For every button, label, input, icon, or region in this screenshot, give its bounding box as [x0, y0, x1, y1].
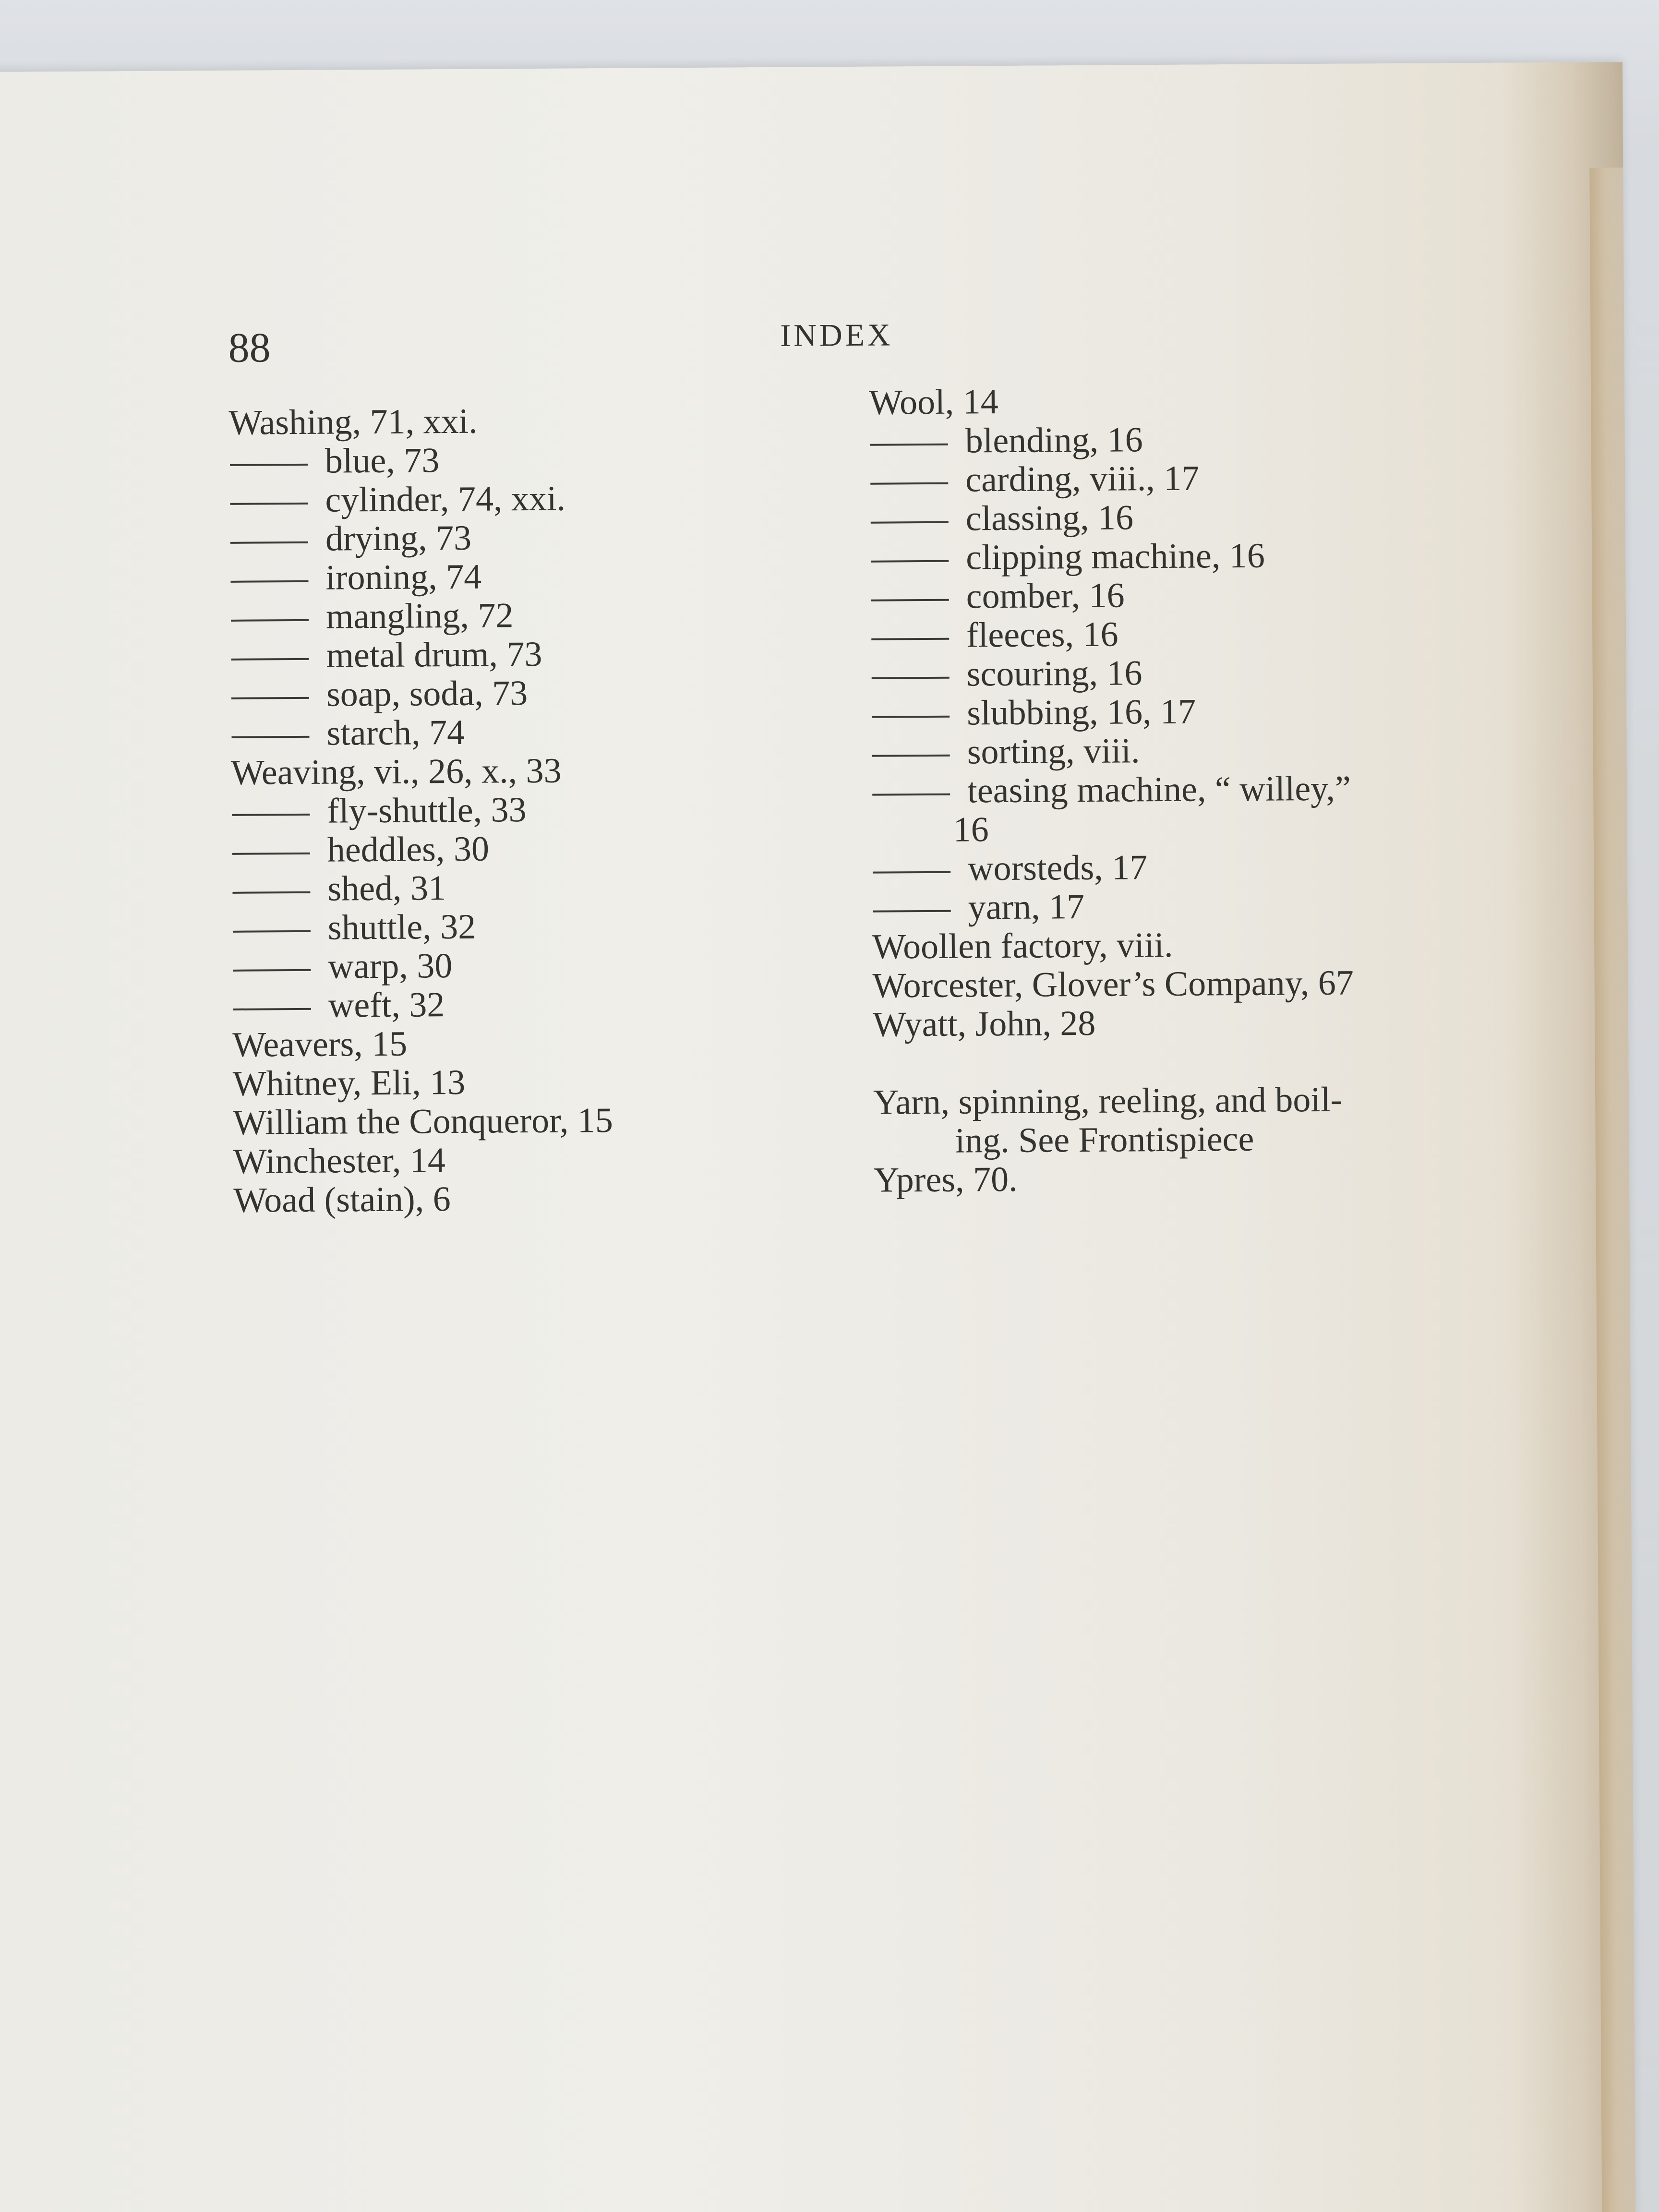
index-column-right — [869, 380, 1498, 1200]
index-subentry: clipping machine, 16 — [870, 535, 1494, 578]
book-page — [0, 62, 1636, 2212]
index-spacer — [873, 1041, 1497, 1083]
running-head: INDEX — [780, 317, 893, 353]
index-entry: Yarn, spinning, reeling, and boil- — [873, 1080, 1343, 1122]
index-column-left — [228, 400, 857, 1220]
index-subentry: metal drum, 73 — [230, 633, 854, 676]
index-subentry: ironing, 74 — [229, 555, 854, 598]
index-subentry: fly-shuttle, 33 — [231, 789, 855, 831]
book-spine-edge — [1589, 168, 1636, 2212]
index-entry: Worcester, Glover’s Company, 67 — [872, 963, 1354, 1006]
index-subentry: drying, 73 — [229, 517, 854, 559]
index-subentry: shed, 31 — [231, 866, 855, 909]
index-entry: Ypres, 70. — [873, 1159, 1018, 1200]
index-entry-continuation: 16 — [953, 810, 989, 850]
index-subentry: scouring, 16 — [870, 652, 1494, 695]
index-entry: Whitney, Eli, 13 — [232, 1062, 466, 1104]
index-subentry: fleeces, 16 — [870, 613, 1494, 656]
index-subentry: yarn, 17 — [872, 885, 1496, 928]
index-subentry: slubbing, 16, 17 — [871, 691, 1495, 733]
index-subentry: worsteds, 17 — [872, 846, 1496, 889]
index-subentry: teasing machine, “ willey,” — [871, 769, 1495, 811]
index-entry: Weaving, vi., 26, x., 33 — [230, 751, 562, 793]
index-entry: Winchester, 14 — [233, 1141, 446, 1181]
index-subentry: warp, 30 — [232, 944, 856, 987]
index-subentry: starch, 74 — [230, 711, 854, 754]
index-subentry: cylinder, 74, xxi. — [229, 478, 853, 520]
index-entry: Woollen factory, viii. — [872, 925, 1173, 967]
index-entry: Wool, 14 — [868, 382, 998, 422]
index-subentry: comber, 16 — [870, 574, 1494, 617]
index-subentry: mangling, 72 — [230, 594, 854, 637]
index-subentry: sorting, viii. — [871, 730, 1495, 772]
index-subentry: blue, 73 — [229, 439, 853, 481]
index-entry: William the Conqueror, 15 — [233, 1100, 613, 1142]
index-entry-continuation: ing. See Frontispiece — [955, 1119, 1254, 1161]
index-entry: Wyatt, John, 28 — [872, 1003, 1096, 1045]
index-entry: Weavers, 15 — [232, 1024, 408, 1065]
index-subentry: weft, 32 — [232, 983, 856, 1026]
index-subentry: shuttle, 32 — [232, 905, 856, 948]
index-subentry: carding, viii., 17 — [869, 457, 1493, 500]
index-entry: Washing, 71, xxi. — [228, 401, 478, 443]
index-subentry: heddles, 30 — [231, 828, 855, 870]
index-subentry: classing, 16 — [869, 496, 1493, 539]
index-subentry: blending, 16 — [869, 419, 1493, 461]
index-entry: Woad (stain), 6 — [233, 1179, 451, 1220]
index-subentry: soap, soda, 73 — [230, 672, 854, 715]
page-number: 88 — [228, 325, 271, 372]
